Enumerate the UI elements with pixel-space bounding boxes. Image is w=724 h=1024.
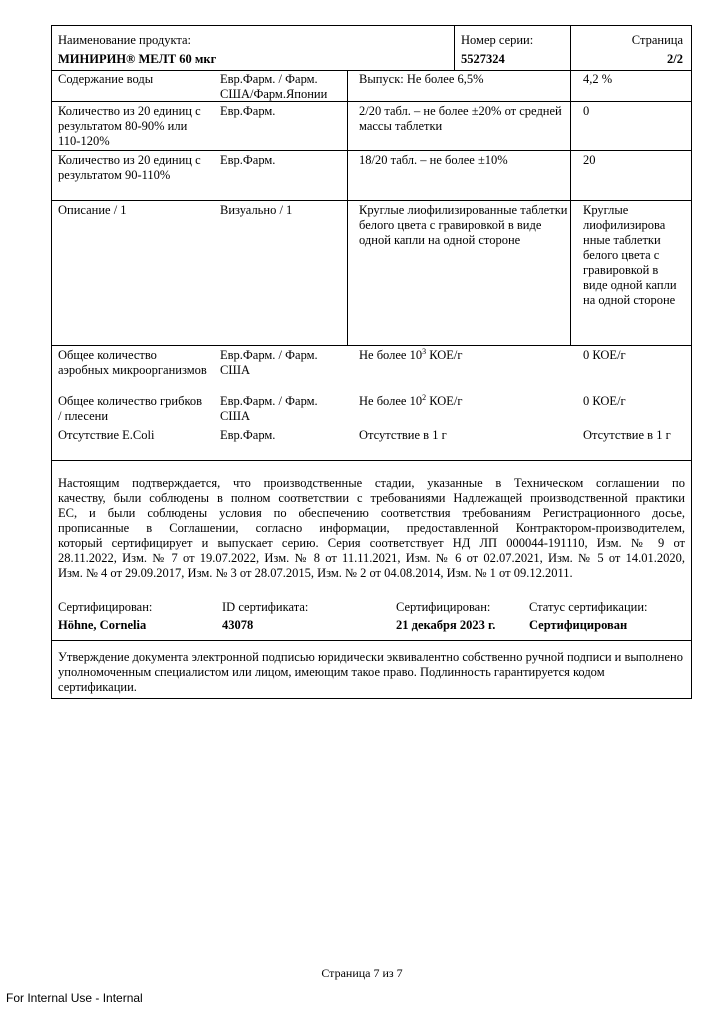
result-cell: Отсутствие в 1 г xyxy=(583,428,671,442)
certified-on-value: 21 декабря 2023 г. xyxy=(396,618,496,632)
batch-label: Номер серии: xyxy=(461,33,534,47)
certified-on xyxy=(396,600,495,633)
page-number: 2/2 xyxy=(667,52,683,66)
page-label: Страница xyxy=(631,33,683,47)
table-row xyxy=(52,392,691,426)
statement-line: качеству, были соблюдены в полном соответствии с требованиями Надлежащей производственной практики xyxy=(58,491,685,505)
certificate-id-label: ID сертификата: xyxy=(222,600,309,614)
section-divider xyxy=(52,640,691,641)
certified-by-value: Höhne, Cornelia xyxy=(58,618,147,632)
method-cell: Евр.Фарм. xyxy=(220,104,276,118)
statement-line: Настоящим подтверждается, что производственные стадии, указанные в Техническом соглашении по xyxy=(58,476,685,490)
certification-status xyxy=(529,600,647,633)
table-row xyxy=(52,102,691,151)
param-cell: Общее количество грибков / плесени xyxy=(58,394,203,423)
page-footer: Страница 7 из 7 xyxy=(321,966,403,980)
product-cell xyxy=(52,26,455,70)
result-cell: 0 КОЕ/г xyxy=(583,348,626,362)
certified-by-label: Сертифицирован: xyxy=(58,600,153,614)
method-cell: Евр.Фарм. / Фарм. США xyxy=(220,348,318,377)
spec-cell: 2/20 табл. – не более ±20% от средней массы таблетки xyxy=(359,104,562,133)
certification-status-label: Статус сертификации: xyxy=(529,600,648,614)
result-cell: Круглые лиофилизирова нные таблетки белого цвета с гравировкой в виде одной капли на одной стороне xyxy=(583,203,677,307)
document-header xyxy=(52,26,691,71)
result-cell: 4,2 % xyxy=(583,72,613,86)
spec-cell: Отсутствие в 1 г xyxy=(359,428,447,442)
statement-line: Изм. № 4 от 29.09.2017, Изм. № 3 от 28.07.2015, Изм. № 2 от 04.08.2014, Изм. № 1 от 09.12.2011. xyxy=(58,566,573,580)
param-cell: Содержание воды xyxy=(58,72,154,86)
certification-block xyxy=(52,600,691,640)
method-cell: Евр.Фарм. xyxy=(220,153,276,167)
table-row xyxy=(52,151,691,201)
statement-line: ЕС, и были соблюдены условия по обеспечению соответствия требованиям Регистрационного досье, xyxy=(58,506,685,520)
certification-status-value: Сертифицирован xyxy=(529,618,628,632)
certificate-id xyxy=(222,600,308,633)
section-divider xyxy=(52,460,691,461)
result-cell: 0 xyxy=(583,104,590,118)
spec-cell: Круглые лиофилизированные таблетки белого цвета с гравировкой в виде одной капли на одной стороне xyxy=(359,203,568,247)
param-cell: Отсутствие E.Coli xyxy=(58,428,155,442)
method-cell: Евр.Фарм. / Фарм. США/Фарм.Японии xyxy=(220,72,328,101)
page-cell xyxy=(571,26,691,70)
table-row xyxy=(52,426,691,460)
param-cell: Общее количество аэробных микроорганизмов xyxy=(58,348,207,377)
classification-label: For Internal Use - Internal xyxy=(6,991,143,1005)
certificate-id-value: 43078 xyxy=(222,618,254,632)
result-cell: 0 КОЕ/г xyxy=(583,394,626,408)
certified-on-label: Сертифицирован: xyxy=(396,600,491,614)
statement-line: который сертифицирует и выпускает серию. Серия соответствует НД ЛП 000044-191110, Изм. № 9 от xyxy=(58,536,685,550)
table-row xyxy=(52,70,691,102)
compliance-statement xyxy=(58,476,685,581)
spec-cell: 18/20 табл. – не более ±10% xyxy=(359,153,508,167)
batch-cell xyxy=(455,26,571,70)
param-cell: Количество из 20 единиц с результатом 90-110% xyxy=(58,153,201,182)
method-cell: Евр.Фарм. xyxy=(220,428,276,442)
method-cell: Евр.Фарм. / Фарм. США xyxy=(220,394,318,423)
column-divider xyxy=(347,70,348,346)
result-cell: 20 xyxy=(583,153,596,167)
method-cell: Визуально / 1 xyxy=(220,203,293,217)
statement-line: 28.11.2022, Изм. № 7 от 19.07.2022, Изм. № 8 от 11.11.2021, Изм. № 6 от 02.07.2021, Изм. № 5 от 14.01.2020, xyxy=(58,551,685,565)
table-row xyxy=(52,346,691,392)
esignature-note: Утверждение документа электронной подписью юридически эквивалентно собственно ручной подписи и выполнено уполномоченным специалистом или лицом, имеющим такое право. Подлинность гарантируется кодом сертификации. xyxy=(58,650,683,694)
param-cell: Количество из 20 единиц с результатом 80-90% или 110-120% xyxy=(58,104,201,148)
spec-cell: Не более $10^2$ КОЕ/г xyxy=(359,392,463,408)
statement-line: прописанные в Соглашении, согласно информации, предоставленной Контрактором-производителем, xyxy=(58,521,685,535)
table-row xyxy=(52,201,691,346)
certified-by xyxy=(58,600,152,633)
column-divider xyxy=(570,70,571,346)
product-label: Наименование продукта: xyxy=(58,33,191,47)
param-cell: Описание / 1 xyxy=(58,203,127,217)
spec-cell: Не более $10^3$ КОЕ/г xyxy=(359,346,463,362)
spec-cell: Выпуск: Не более 6,5% xyxy=(359,72,484,86)
certificate-document xyxy=(51,25,692,699)
batch-number: 5527324 xyxy=(461,52,505,66)
product-name: МИНИРИН® МЕЛТ 60 мкг xyxy=(58,52,217,66)
